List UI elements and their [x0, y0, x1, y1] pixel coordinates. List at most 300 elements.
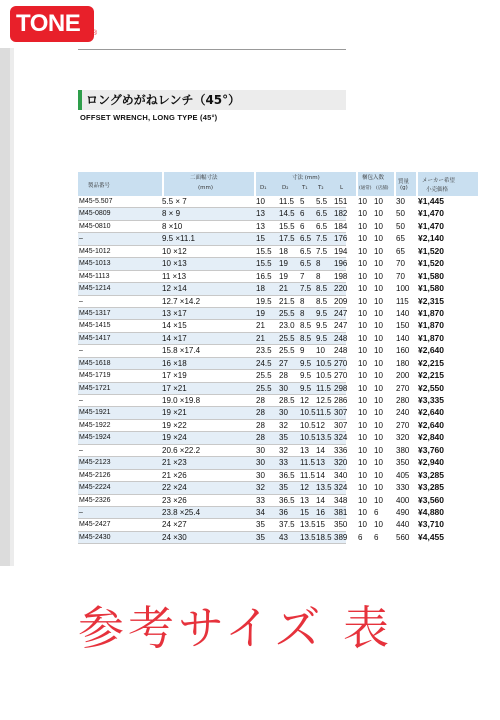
cell-wt: 65: [396, 246, 405, 256]
cell-p2: 10: [374, 259, 383, 269]
cell-size: 16 ×18: [162, 358, 187, 368]
cell-wt: 350: [396, 458, 410, 468]
header-pack1: (通常): [359, 186, 372, 191]
cell-t1: 11.5: [300, 458, 315, 468]
cell-price: ¥3,710: [418, 519, 444, 530]
cell-p1: 10: [358, 420, 367, 430]
cell-t2: 12.5: [316, 396, 332, 405]
cell-d2: 15.5: [279, 221, 295, 231]
cell-price: ¥2,640: [418, 345, 444, 356]
cell-t2: 16: [316, 507, 325, 517]
cell-price: ¥4,880: [418, 506, 444, 517]
cell-t1: 13.5: [300, 520, 316, 530]
cell-wt: 380: [396, 445, 410, 455]
cell-d2: 19: [279, 259, 288, 269]
cell-model: –: [79, 347, 83, 355]
cell-d1: 30: [256, 470, 265, 480]
cell-price: ¥1,520: [418, 258, 444, 269]
cell-t2: 8.5: [316, 284, 328, 294]
cell-model: M45-1113: [79, 272, 110, 280]
cell-l: 348: [334, 495, 348, 505]
cell-d1: 28: [256, 420, 265, 430]
cell-t2: 14: [316, 495, 325, 505]
cell-price: ¥2,640: [418, 407, 444, 418]
cell-wt: 140: [396, 308, 410, 318]
cell-model: M45-2430: [79, 533, 111, 541]
cell-d2: 25.5: [279, 333, 295, 343]
cell-p1: 10: [358, 483, 367, 493]
cell-d1: 15.5: [256, 246, 272, 256]
cell-size: 23.8 ×25.4: [162, 507, 201, 517]
cell-d2: 37.5: [279, 520, 295, 530]
cell-d1: 19: [256, 308, 265, 318]
table-row: [78, 506, 444, 519]
cell-p2: 10: [374, 221, 383, 231]
header-price-group: メーカー希望: [422, 178, 455, 184]
cell-l: 182: [334, 209, 348, 219]
cell-t1: 6.5: [300, 259, 312, 269]
cell-model: –: [79, 235, 83, 243]
cell-size: 14 ×15: [162, 321, 187, 331]
cell-l: 184: [334, 221, 348, 231]
cell-size: 15.8 ×17.4: [162, 346, 201, 356]
cell-price: ¥1,870: [418, 307, 444, 318]
cell-size: 17 ×21: [162, 383, 187, 393]
cell-t1: 6.5: [300, 234, 312, 244]
cell-price: ¥1,520: [418, 245, 444, 256]
cell-p2: 10: [374, 470, 383, 480]
title-accent: [78, 90, 82, 110]
cell-size: 8 × 9: [162, 209, 181, 219]
cell-d1: 19.5: [256, 296, 272, 306]
cell-model: M45-1719: [79, 372, 111, 380]
cell-l: 298: [334, 383, 348, 393]
cell-p2: 10: [374, 321, 383, 331]
cell-d1: 13: [256, 221, 265, 231]
cell-p1: 10: [358, 371, 367, 381]
cell-model: M45-1415: [79, 322, 111, 330]
cell-d1: 28: [256, 408, 265, 418]
header-dim-group: 寸法 (mm): [292, 175, 320, 181]
header-d2: D₂: [282, 185, 289, 191]
cell-model: M45-1721: [79, 384, 111, 392]
cell-l: 336: [334, 445, 348, 455]
cell-d1: 28: [256, 433, 265, 443]
cell-l: 350: [334, 520, 348, 530]
cell-model: M45-0810: [79, 222, 111, 230]
cell-d2: 21.5: [279, 296, 295, 306]
cell-d1: 23.5: [256, 346, 272, 356]
header-pack-group: 梱包入数: [362, 175, 385, 181]
table-row: [78, 482, 444, 494]
cell-p2: 10: [374, 371, 383, 381]
cell-price: ¥2,315: [418, 295, 444, 306]
cell-t2: 9.5: [316, 333, 328, 343]
cell-d1: 33: [256, 495, 265, 505]
cell-price: ¥1,445: [418, 196, 444, 206]
cell-l: 307: [334, 420, 348, 430]
table-row: [78, 494, 444, 507]
table-row: [78, 357, 444, 370]
cell-size: 21 ×26: [162, 470, 187, 480]
cell-p1: 10: [358, 383, 367, 393]
header-weight-unit: (g): [400, 185, 408, 191]
tone-logo: [10, 6, 94, 42]
cell-model: M45-1012: [79, 247, 111, 255]
cell-p2: 10: [374, 358, 383, 368]
cell-l: 307: [334, 408, 348, 418]
cell-t1: 12: [300, 483, 309, 493]
cell-p2: 10: [374, 333, 383, 343]
cell-p1: 10: [358, 197, 367, 206]
cell-model: M45-1417: [79, 334, 111, 342]
cell-d2: 28: [279, 371, 288, 381]
cell-wt: 270: [396, 420, 410, 430]
table-row: [78, 469, 444, 482]
cell-size: 11 ×13: [162, 271, 187, 281]
cell-wt: 70: [396, 259, 405, 269]
cell-t2: 5.5: [316, 197, 328, 206]
cell-t1: 11.5: [300, 470, 315, 480]
cell-p1: 10: [358, 396, 367, 405]
cell-p2: 10: [374, 396, 383, 405]
cell-price: ¥2,550: [418, 382, 444, 393]
cell-d1: 15: [256, 234, 265, 244]
table-row: [78, 245, 444, 258]
cell-t1: 13: [300, 495, 309, 505]
cell-size: 13 ×17: [162, 308, 187, 318]
cell-price: ¥4,455: [418, 531, 444, 542]
cell-t2: 13.5: [316, 483, 332, 493]
cell-d2: 36: [279, 507, 288, 517]
table-row: [78, 457, 444, 469]
cell-price: ¥1,470: [418, 220, 444, 231]
reference-size-caption: 参考サイズ 表: [78, 601, 393, 655]
cell-l: 247: [334, 308, 348, 318]
cell-p2: 10: [374, 209, 383, 219]
cell-wt: 100: [396, 284, 410, 294]
cell-t1: 7.5: [300, 284, 312, 294]
cell-t2: 11.5: [316, 408, 331, 418]
cell-d2: 32: [279, 420, 288, 430]
cell-l: 220: [334, 284, 348, 294]
cell-t1: 10.5: [300, 420, 316, 430]
table-row: [78, 370, 444, 382]
cell-p2: 6: [374, 532, 379, 542]
header-t2: T₂: [318, 185, 324, 191]
cell-t2: 10: [316, 346, 325, 356]
table-header: [78, 172, 455, 196]
cell-wt: 30: [396, 197, 405, 206]
cell-p2: 10: [374, 408, 383, 418]
cell-size: 23 ×26: [162, 495, 187, 505]
cell-wt: 560: [396, 532, 410, 542]
cell-t2: 7.5: [316, 246, 328, 256]
table-row: [78, 196, 444, 208]
cell-d1: 13: [256, 209, 265, 219]
cell-size: 9.5 ×11.1: [162, 234, 195, 244]
table-row: [78, 320, 444, 332]
cell-wt: 180: [396, 358, 410, 368]
header-l: L: [340, 185, 344, 191]
cell-size: 22 ×24: [162, 483, 187, 493]
cell-d1: 30: [256, 458, 265, 468]
table-row: [78, 307, 444, 320]
cell-p2: 10: [374, 234, 383, 244]
cell-t1: 5: [300, 197, 305, 206]
cell-price: ¥2,940: [418, 457, 444, 468]
cell-d2: 36.5: [279, 495, 295, 505]
registered-mark: ®: [92, 30, 98, 37]
table-row: [78, 295, 444, 308]
cell-t2: 14: [316, 470, 325, 480]
cell-d1: 25.5: [256, 371, 272, 381]
cell-p2: 10: [374, 271, 383, 281]
cell-size: 24 ×30: [162, 532, 187, 542]
cell-p1: 10: [358, 408, 367, 418]
cell-p2: 10: [374, 296, 383, 306]
cell-size: 24 ×27: [162, 520, 187, 530]
cell-l: 151: [334, 197, 348, 206]
cell-p2: 10: [374, 346, 383, 356]
cell-d1: 21: [256, 333, 265, 343]
cell-model: M45-1922: [79, 421, 111, 429]
cell-t2: 6.5: [316, 221, 328, 231]
cell-wt: 490: [396, 507, 410, 517]
cell-t1: 15: [300, 507, 309, 517]
cell-p2: 10: [374, 520, 383, 530]
cell-p1: 10: [358, 271, 367, 281]
cell-d2: 18: [279, 246, 288, 256]
section-title-bar: [78, 90, 346, 110]
cell-price: ¥1,580: [418, 270, 444, 281]
cell-p1: 6: [358, 532, 363, 542]
cell-d2: 35: [279, 433, 288, 443]
cell-d2: 32: [279, 445, 288, 455]
cell-p1: 10: [358, 234, 367, 244]
table-body: [78, 196, 444, 544]
cell-p1: 10: [358, 495, 367, 505]
cell-model: M45-1921: [79, 409, 111, 417]
cell-model: M45-1013: [79, 260, 111, 268]
cell-l: 196: [334, 259, 348, 269]
cell-l: 247: [334, 321, 348, 331]
cell-model: M45-1924: [79, 434, 111, 442]
cell-p1: 10: [358, 321, 367, 331]
table-row: [78, 332, 444, 345]
cell-model: M45-5.507: [79, 198, 113, 205]
table-row: [78, 345, 444, 357]
page-edge: [0, 48, 10, 566]
table-row: [78, 407, 444, 419]
cell-wt: 405: [396, 470, 410, 480]
table-row: [78, 432, 444, 444]
cell-t2: 9.5: [316, 308, 328, 318]
cell-l: 270: [334, 371, 348, 381]
cell-price: ¥3,285: [418, 482, 444, 493]
cell-d1: 24.5: [256, 358, 272, 368]
cell-d1: 28: [256, 396, 265, 405]
cell-l: 286: [334, 396, 348, 405]
cell-model: –: [79, 397, 83, 404]
cell-size: 14 ×17: [162, 333, 187, 343]
cell-d2: 33: [279, 458, 288, 468]
table-row: [78, 233, 444, 245]
page-subtitle: OFFSET WRENCH, LONG TYPE (45°): [80, 113, 218, 122]
cell-p1: 10: [358, 507, 367, 517]
table-row: [78, 395, 444, 407]
cell-d2: 36.5: [279, 470, 295, 480]
cell-d2: 21: [279, 284, 288, 294]
cell-d2: 17.5: [279, 234, 295, 244]
cell-t2: 8: [316, 271, 321, 281]
header-model: 製品番号: [88, 183, 111, 189]
cell-price: ¥1,870: [418, 332, 444, 343]
header-t1: T₁: [302, 185, 308, 191]
cell-price: ¥2,840: [418, 432, 444, 443]
cell-p1: 10: [358, 433, 367, 443]
cell-d1: 10: [256, 197, 265, 206]
cell-t1: 9.5: [300, 371, 312, 381]
cell-l: 270: [334, 358, 348, 368]
top-rule: [78, 49, 346, 50]
cell-l: 209: [334, 296, 348, 306]
cell-price: ¥2,215: [418, 370, 444, 381]
cell-p2: 10: [374, 483, 383, 493]
cell-l: 381: [334, 507, 348, 517]
cell-wt: 140: [396, 333, 410, 343]
cell-l: 389: [334, 532, 348, 542]
cell-size: 12 ×14: [162, 284, 187, 294]
cell-t1: 9: [300, 346, 305, 356]
cell-model: –: [79, 297, 83, 305]
cell-size: 10 ×12: [162, 246, 187, 256]
cell-wt: 270: [396, 383, 410, 393]
cell-t2: 9.5: [316, 321, 328, 331]
cell-p1: 10: [358, 246, 367, 256]
cell-price: ¥3,285: [418, 469, 444, 480]
cell-p2: 10: [374, 284, 383, 294]
cell-wt: 150: [396, 321, 410, 331]
cell-d1: 35: [256, 532, 265, 542]
cell-p2: 10: [374, 420, 383, 430]
cell-t2: 14: [316, 445, 325, 455]
cell-model: M45-2326: [79, 496, 111, 504]
cell-t1: 7: [300, 271, 305, 281]
cell-d2: 30: [279, 383, 288, 393]
cell-p1: 10: [358, 284, 367, 294]
cell-model: –: [79, 508, 83, 516]
cell-d1: 16.5: [256, 271, 272, 281]
cell-wt: 330: [396, 483, 410, 493]
cell-p1: 10: [358, 445, 367, 455]
cell-t1: 6.5: [300, 246, 312, 256]
table-row: [78, 283, 444, 295]
cell-p1: 10: [358, 333, 367, 343]
cell-price: ¥1,580: [418, 283, 444, 294]
table-row: [78, 444, 444, 457]
table-row: [78, 270, 444, 283]
cell-wt: 160: [396, 346, 410, 356]
table-row: [78, 258, 444, 270]
cell-wt: 115: [396, 296, 409, 306]
cell-p2: 10: [374, 458, 383, 468]
page-edge-shadow: [10, 48, 14, 566]
header-size-group: 二面幅寸法: [190, 175, 218, 181]
cell-t1: 6: [300, 221, 305, 231]
cell-wt: 400: [396, 495, 410, 505]
cell-l: 176: [334, 234, 348, 244]
cell-model: M45-1618: [79, 359, 111, 367]
cell-d1: 32: [256, 483, 265, 493]
cell-t1: 8: [300, 308, 305, 318]
spec-table: [78, 172, 455, 544]
cell-t2: 13: [316, 458, 325, 468]
cell-p2: 10: [374, 495, 383, 505]
cell-p2: 6: [374, 507, 379, 517]
cell-l: 324: [334, 433, 348, 443]
table-row: [78, 220, 444, 233]
cell-p1: 10: [358, 259, 367, 269]
header-pack2: (店舗): [376, 186, 389, 191]
cell-price: ¥2,140: [418, 233, 444, 244]
cell-size: 12.7 ×14.2: [162, 296, 201, 306]
cell-d2: 35: [279, 483, 288, 493]
cell-price: ¥3,760: [418, 444, 444, 455]
cell-p2: 10: [374, 197, 383, 206]
cell-p2: 10: [374, 433, 383, 443]
cell-price: ¥1,470: [418, 208, 444, 219]
header-size-unit: (mm): [198, 185, 214, 191]
cell-size: 20.6 ×22.2: [162, 445, 201, 455]
cell-d2: 30: [279, 408, 288, 418]
cell-p1: 10: [358, 470, 367, 480]
cell-d2: 11.5: [279, 197, 294, 206]
cell-wt: 440: [396, 520, 410, 530]
cell-d2: 27: [279, 358, 288, 368]
cell-size: 17 ×19: [162, 371, 187, 381]
cell-d2: 14.5: [279, 209, 295, 219]
header-weight: 質量: [398, 179, 410, 185]
cell-d2: 19: [279, 271, 288, 281]
cell-l: 248: [334, 333, 348, 343]
cell-p1: 10: [358, 346, 367, 356]
cell-d1: 15.5: [256, 259, 272, 269]
cell-price: ¥3,335: [418, 395, 444, 405]
cell-d1: 18: [256, 284, 265, 294]
cell-t1: 10.5: [300, 433, 316, 443]
table-row: [78, 419, 444, 432]
cell-size: 19 ×21: [162, 408, 187, 418]
cell-t1: 13.5: [300, 532, 316, 542]
cell-model: M45-2126: [79, 471, 111, 479]
cell-t1: 8.5: [300, 333, 312, 343]
cell-t2: 8: [316, 259, 321, 269]
cell-wt: 50: [396, 209, 405, 219]
cell-size: 19.0 ×19.8: [162, 396, 201, 405]
cell-d1: 34: [256, 507, 265, 517]
cell-wt: 65: [396, 234, 405, 244]
cell-size: 21 ×23: [162, 458, 187, 468]
cell-d1: 30: [256, 445, 265, 455]
cell-price: ¥2,640: [418, 419, 444, 430]
cell-t2: 15: [316, 520, 325, 530]
table-row: [78, 382, 444, 395]
cell-l: 198: [334, 271, 348, 281]
cell-price: ¥1,870: [418, 320, 444, 331]
logo-text: TONE: [16, 10, 81, 37]
cell-t2: 18.5: [316, 532, 332, 542]
